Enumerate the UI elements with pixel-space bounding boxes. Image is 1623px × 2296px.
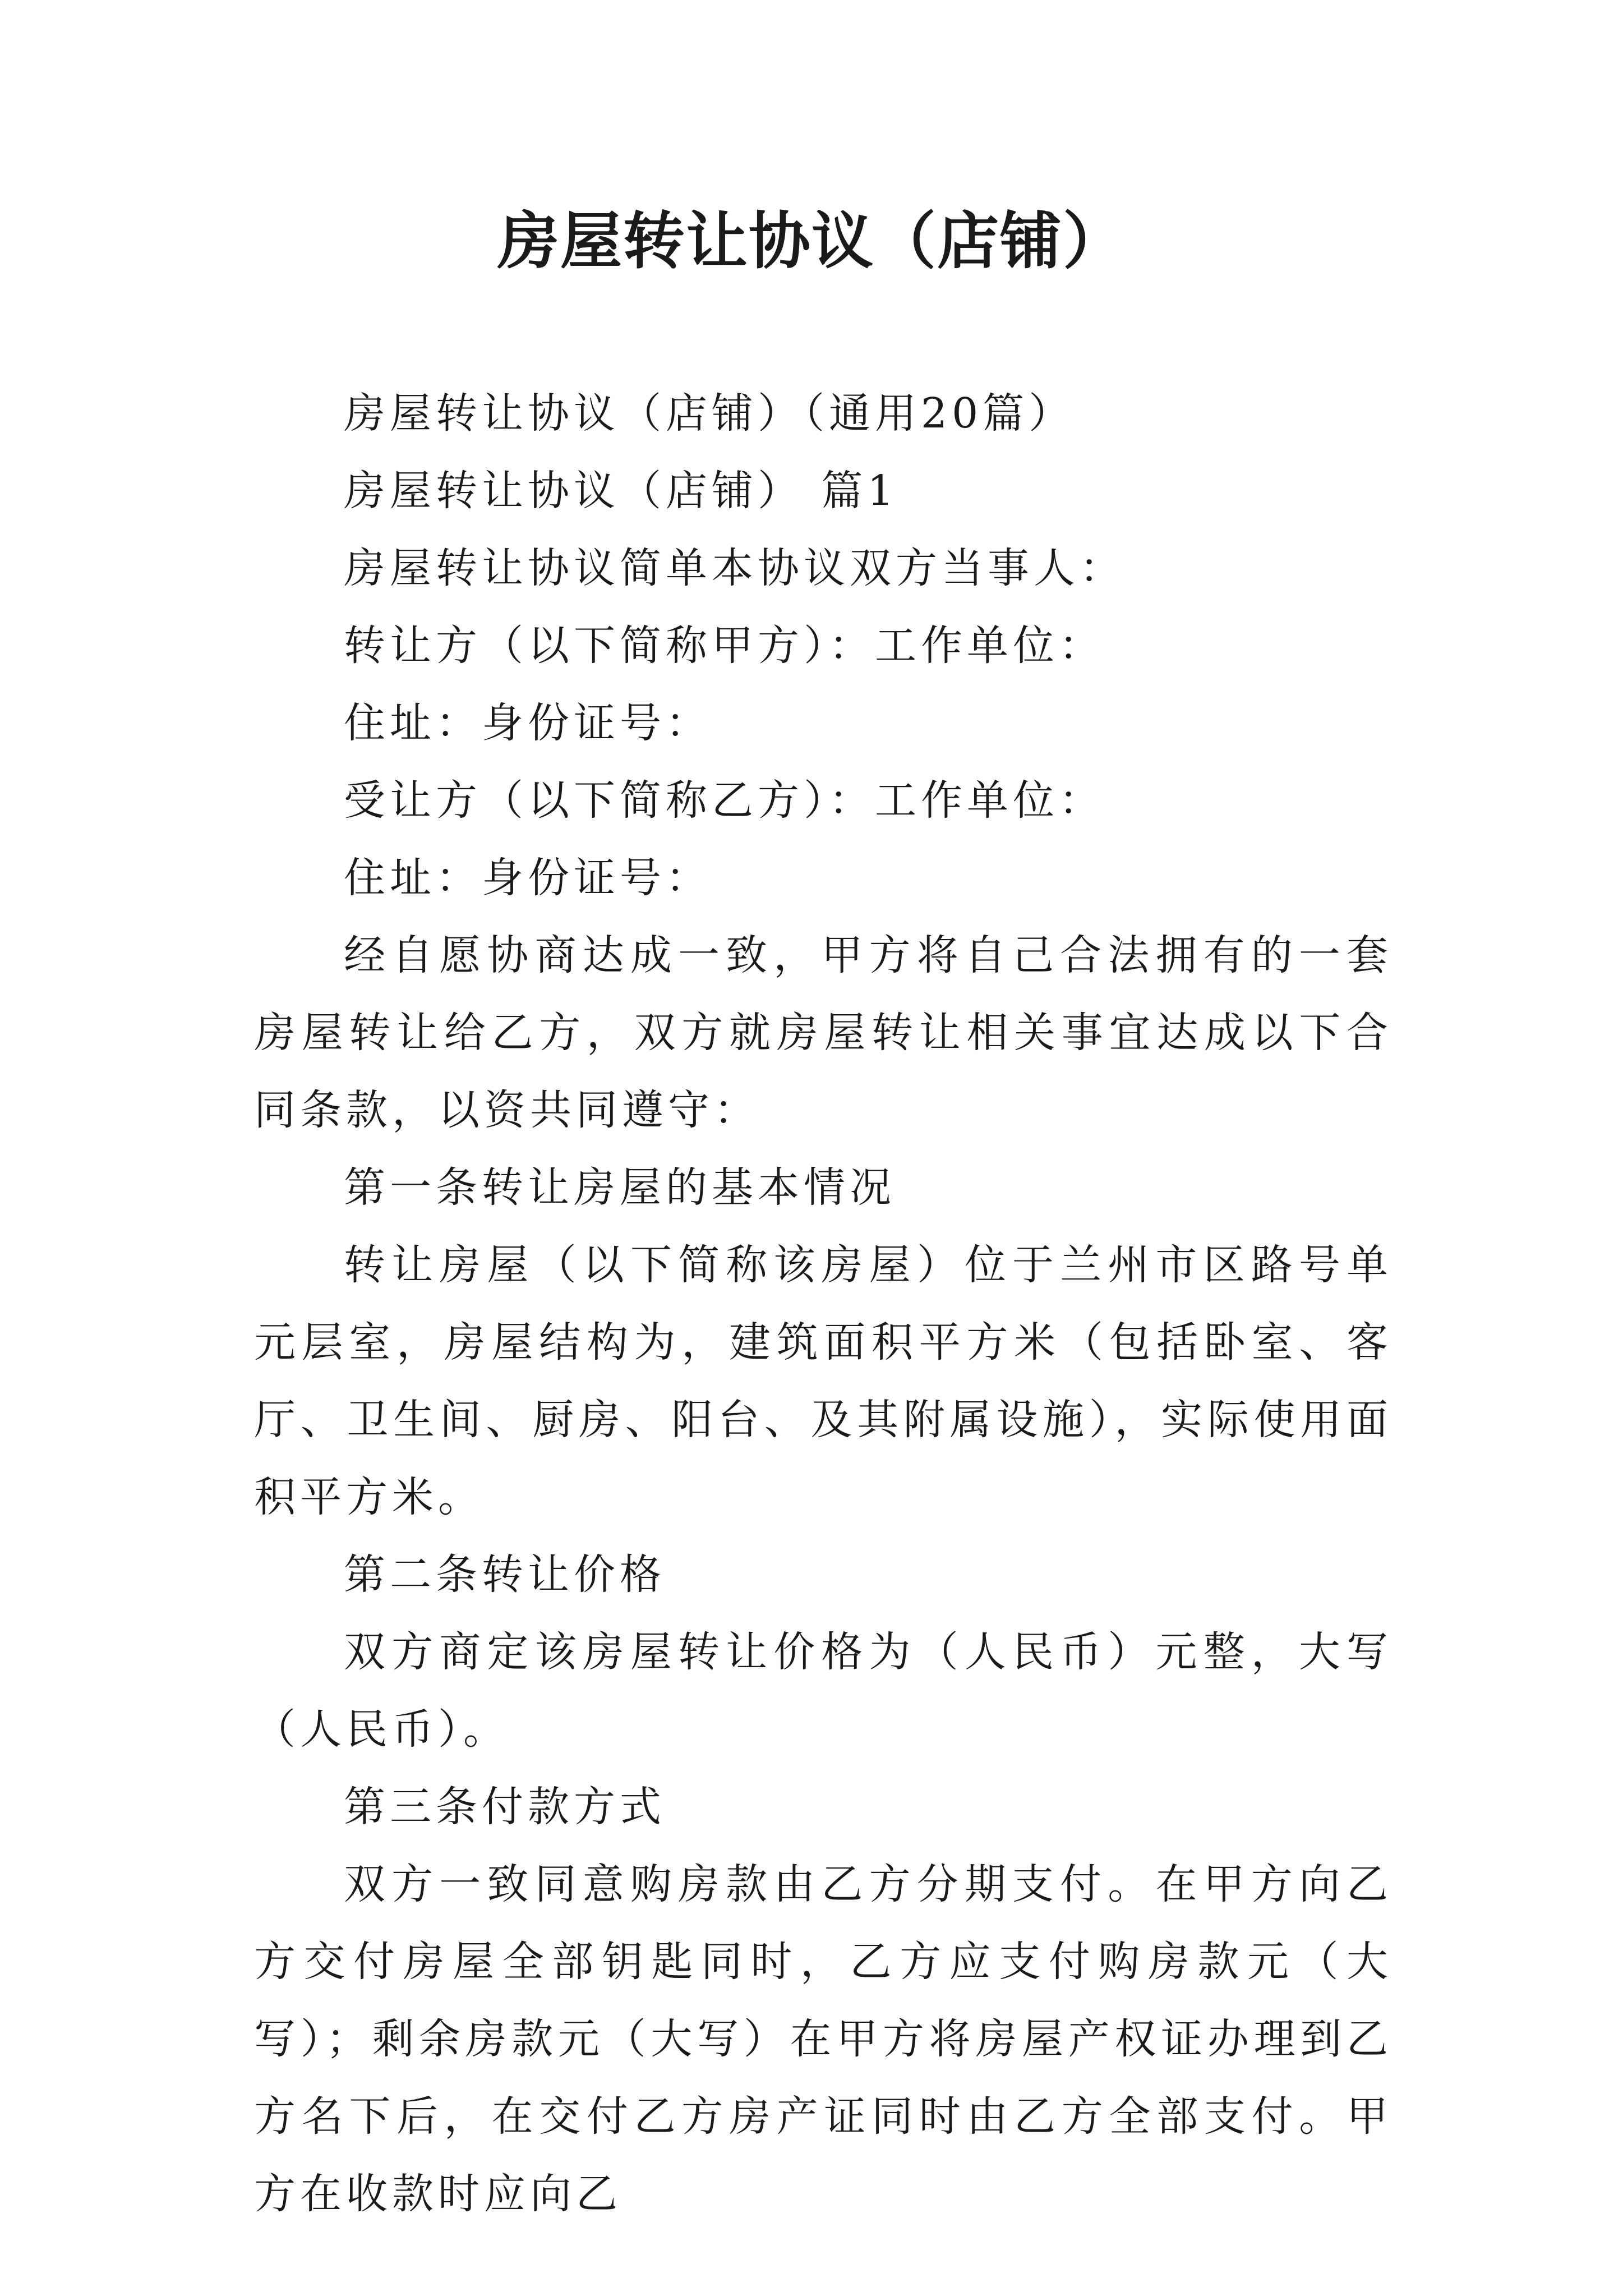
paragraph-subtitle: 房屋转让协议（店铺）（通用20篇） [344,389,1075,438]
paragraph-article-2-heading: 第二条转让价格 [344,1550,666,1599]
paragraph-transferee: 受让方（以下简称乙方）：工作单位： [344,776,1105,825]
paragraph-transferee-address: 住址：身份证号： [344,854,712,902]
paragraph-article-3-heading: 第三条付款方式 [344,1783,666,1831]
paragraph-article-2-body: 双方商定该房屋转让价格为（人民币）元整，大写（人民币）。 [254,1628,1393,1754]
paragraph-parties-intro: 房屋转让协议简单本协议双方当事人： [344,544,1126,592]
paragraph-article-1-heading: 第一条转让房屋的基本情况 [344,1163,896,1212]
paragraph-transferor-address: 住址：身份证号： [344,699,712,747]
document-body [254,375,1393,2233]
paragraph-article-3-body: 双方一致同意购房款由乙方分期支付。在甲方向乙方交付房屋全部钥匙同时，乙方应支付购房款元（大写）；剩余房款元（大写）在甲方将房屋产权证办理到乙方名下后，在交付乙方房产证同时由乙方全部支付。甲方在收款时应向乙 [254,1860,1393,2218]
paragraph-agreement-preamble: 经自愿协商达成一致，甲方将自己合法拥有的一套房屋转让给乙方，双方就房屋转让相关事宜达成以下合同条款，以资共同遵守： [254,931,1393,1134]
document-title: 房屋转让协议（店铺） [497,205,1126,277]
paragraph-article-1-body: 转让房屋（以下简称该房屋）位于兰州市区路号单元层室，房屋结构为，建筑面积平方米（包括卧室、客厅、卫生间、厨房、阳台、及其附属设施），实际使用面积平方米。 [254,1241,1393,1521]
paragraph-transferor: 转让方（以下简称甲方）：工作单位： [344,622,1105,670]
paragraph-section-heading: 房屋转让协议（店铺） 篇1 [344,467,898,515]
